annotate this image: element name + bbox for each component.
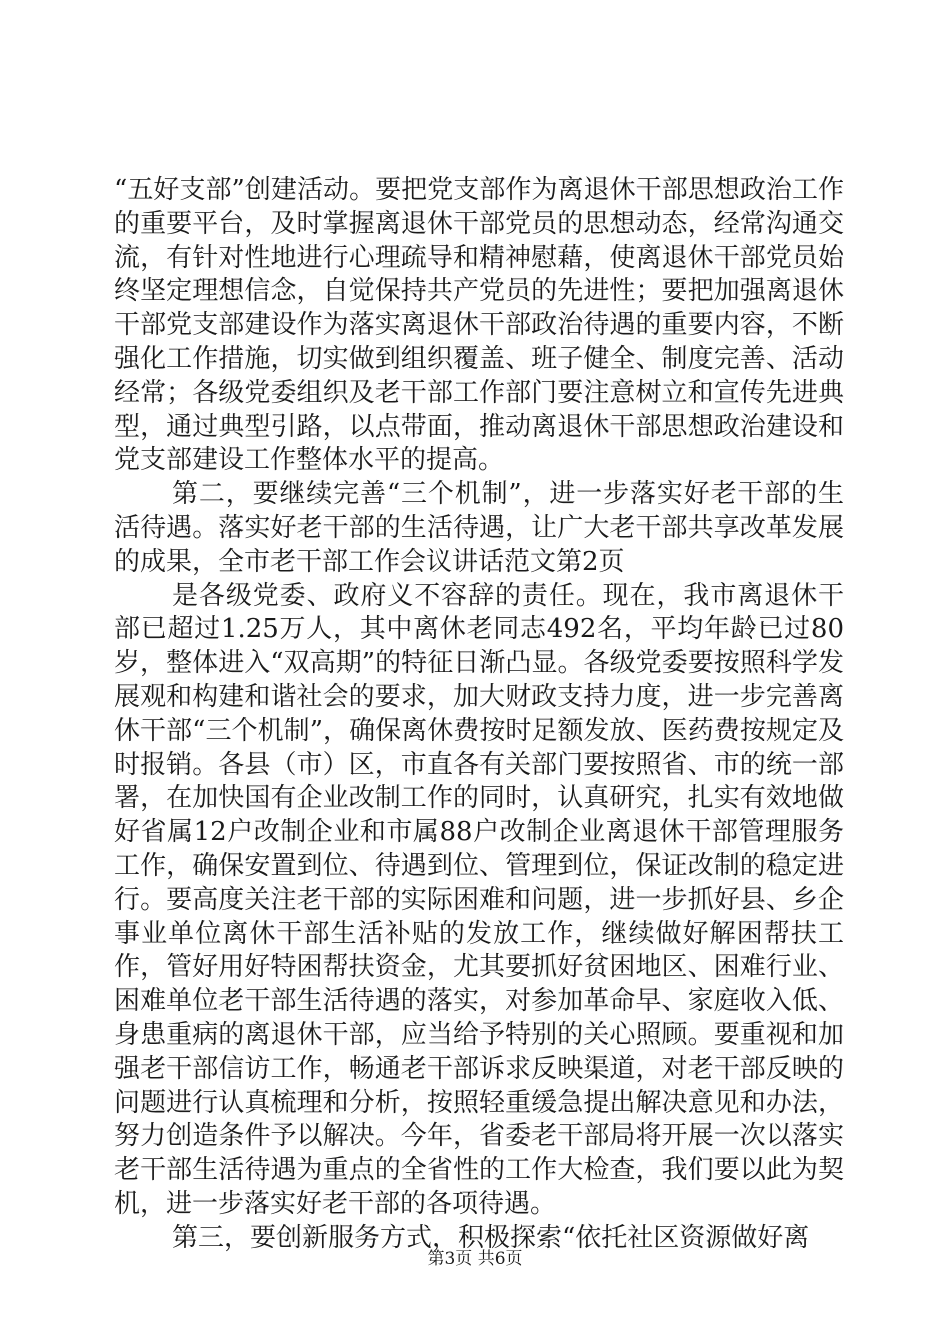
page-footer: 第3页 共6页 — [427, 1249, 523, 1269]
paragraph-continuation: “五好支部”创建活动。要把党支部作为离退休干部思想政治工作的重要平台，及时掌握离退休干部党员的思想动态，经常沟通交流，有针对性地进行心理疏导和精神慰藉，使离退休干部党员始终坚定理想信念，自觉保持共产党员的先进性；要把加强离退休干部党支部建设作为落实离退休干部政治待遇的重要内容，不断强化工作措施，切实做到组织覆盖、班子健全、制度完善、活动经常；各级党委组织及老干部工作部门要注意树立和宣传先进典型，通过典型引路，以点带面，推动离退休干部思想政治建设和党支部建设工作整体水平的提高。 — [114, 175, 844, 476]
paragraph-responsibility: 是各级党委、政府义不容辞的责任。现在，我市离退休干部已超过1.25万人，其中离休老同志492名，平均年龄已过80岁，整体进入“双高期”的特征日渐凸显。各级党委要按照科学发展观和构建和谐社会的要求，加大财政支持力度，进一步完善离休干部“三个机制”，确保离休费按时足额发放、医药费按规定及时报销。各县（市）区，市直各有关部门要按照省、市的统一部署，在加快国有企业改制工作的同时，认真研究，扎实有效地做好省属12户改制企业和市属88户改制企业离退休干部管理服务工作，确保安置到位、待遇到位、管理到位，保证改制的稳定进行。要高度关注老干部的实际困难和问题，进一步抓好县、乡企事业单位离休干部生活补贴的发放工作，继续做好解困帮扶工作，管好用好特困帮扶资金，尤其要抓好贫困地区、困难行业、困难单位老干部生活待遇的落实，对参加革命早、家庭收入低、身患重病的离退休干部，应当给予特别的关心照顾。要重视和加强老干部信访工作，畅通老干部诉求反映渠道，对老干部反映的问题进行认真梳理和分析，按照轻重缓急提出解决意见和办法，努力创造条件予以解决。今年，省委老干部局将开展一次以落实老干部生活待遇为重点的全省性的工作大检查，我们要以此为契机，进一步落实好老干部的各项待遇。 — [114, 580, 844, 1219]
paragraph-second-point: 第二，要继续完善“三个机制”，进一步落实好老干部的生活待遇。落实好老干部的生活待遇，让广大老干部共享改革发展的成果，全市老干部工作会议讲话范文第2页 — [114, 479, 844, 577]
paragraph-third-point: 第三，要创新服务方式，积极探索“依托社区资源做好离 — [172, 1222, 810, 1253]
document-body — [114, 174, 844, 1256]
